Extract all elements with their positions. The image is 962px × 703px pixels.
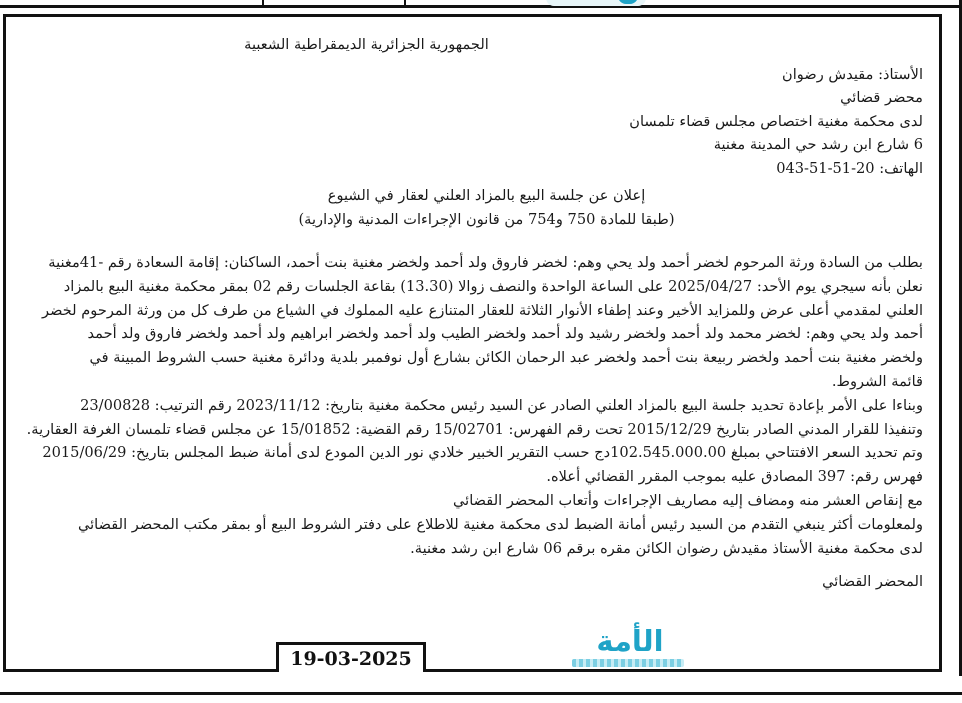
body-line: ولمعلومات أكثر ينبغي التقدم من السيد رئيس أمانة الضبط لدى محكمة مغنية للاطلاع على دفتر الشروط البيع أو بمقر مكتب المحضر القضائي	[77, 515, 923, 533]
bailiff-phone: الهاتف: 20-51-51-043	[776, 159, 923, 177]
body-line: بطلب من السادة ورثة المرحوم لخضر أحمد ولد يحي وهم: لخضر فاروق ولد أحمد ولخضر مغنية بنت أحمد، الساكنان: إقامة السعادة رقم -41مغنية	[48, 254, 923, 271]
previous-logo-fragment	[546, 0, 646, 6]
publication-date: 19-03-2025	[276, 642, 426, 672]
bailiff-name: الأستاذ: مقيدش رضوان	[782, 65, 923, 83]
newspaper-logo	[568, 625, 692, 667]
bailiff-title: محضر قضائي	[840, 89, 923, 106]
newspaper-logo-band	[572, 659, 684, 667]
body-line: لدى محكمة مغنية الأستاذ مقيدش رضوان الكائن مقره برقم 06 شارع ابن رشد مغنية.	[410, 539, 923, 557]
body-line: أحمد ولد يحي وهم: لخضر محمد ولد أحمد ولخضر رشيد ولد أحمد ولخضر الطيب ولد أحمد ولخضر ابراهيم ولد أحمد ولخضر فاروق ولد أحمد	[87, 325, 923, 343]
announcement-title: إعلان عن جلسة البيع بالمزاد العلني لعقار في الشيوع	[327, 187, 646, 204]
body-line: فهرس رقم: 397 المصادق عليه بموجب المقرر القضائي أعلاه.	[546, 468, 923, 486]
body-line: نعلن بأنه سيجري يوم الأحد: 2025/04/27 على الساعة الواحدة والنصف زوالا (13.30) بقاعة الجلسات رقم 02 بمقر محكمة مغنية البيع بالمزاد	[63, 277, 923, 295]
announcement-title-block	[20, 184, 923, 231]
body-line: قائمة الشروط.	[831, 372, 923, 390]
body-line: وتم تحديد السعر الافتتاحي بمبلغ 102.545.000.00دج حسب التقرير الخبير خلادي نور الدين المودع لدى أمانة ضبط المجلس بتاريخ: 2015/06/29	[42, 444, 923, 462]
bottom-rule	[0, 692, 962, 695]
bailiff-street: 6 شارع ابن رشد حي المدينة مغنية	[713, 136, 923, 153]
body-line: العلني لمقدمي أعلى عرض وللمزايد الأخير وعند إطفاء الأنوار الثلاثة للعقار المتنازع عليه المملوك في الشياع من طرف كل من ورثة المرحوم لخضر	[42, 301, 923, 319]
newspaper-logo-text: الأمة	[596, 624, 664, 658]
body-line: مع إنقاص العشر منه ومضاف إليه مصاريف الإجراءات وأتعاب المحضر القضائي	[452, 491, 923, 509]
body-line: وتنفيذا للقرار المدني الصادر بتاريخ 2015/12/29 تحت رقم الفهرس: 15/02701 رقم القضية: 15/01852 عن مجلس قضاء تلمسان الغرفة العقارية.	[26, 420, 923, 438]
bailiff-address-block	[20, 63, 923, 181]
announcement-legal-basis: (طبقا للمادة 750 و754 من قانون الإجراءات المدنية والإدارية)	[298, 210, 675, 228]
announcement-content	[20, 33, 923, 594]
bailiff-court: لدى محكمة مغنية اختصاص مجلس قضاء تلمسان	[629, 112, 923, 130]
body-line: ولخضر مغنية بنت أحمد ولخضر ربيعة بنت أحمد ولخضر عبد الرحمان الكائن بشارع أول نوفمبر بلدية ودائرة مغنية حسب الشروط المبينة في	[89, 349, 923, 367]
body-line: وبناءا على الأمر بإعادة تحديد جلسة البيع بالمزاد العلني الصادر عن السيد رئيس محكمة مغنية بتاريخ: 2023/11/12 رقم الترتيب: 23/00828	[80, 396, 923, 414]
announcement-frame	[3, 14, 942, 672]
previous-clipping-edge	[0, 0, 962, 10]
signature-label: المحضر القضائي	[822, 573, 923, 591]
republic-heading: الجمهورية الجزائرية الديمقراطية الشعبية	[244, 36, 489, 53]
announcement-body	[20, 251, 923, 560]
top-rule	[0, 5, 962, 8]
previous-date-box-fragment	[262, 0, 406, 5]
